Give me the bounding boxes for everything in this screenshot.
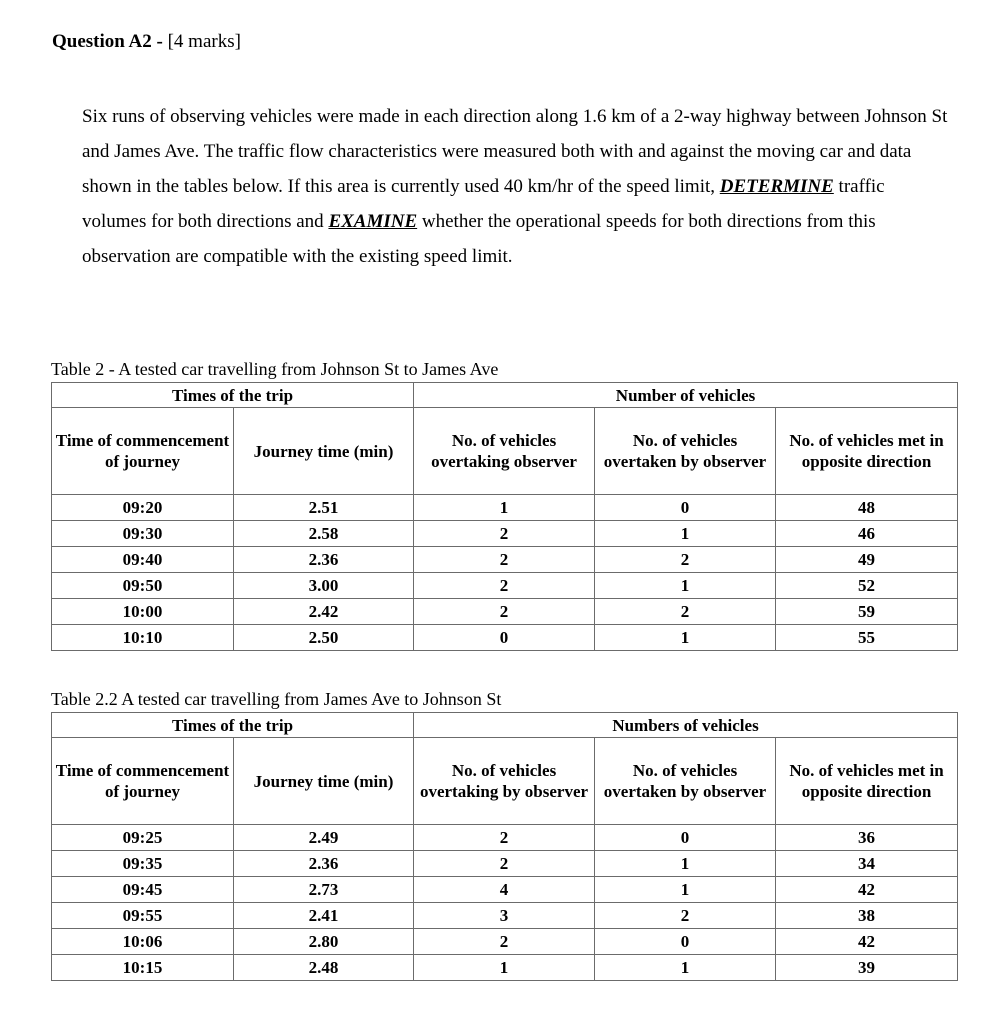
- cell-time: 09:50: [52, 573, 234, 599]
- cell-overtaken: 2: [595, 599, 776, 625]
- group-header-times: Times of the trip: [52, 383, 414, 408]
- table-group-header-row: [52, 713, 958, 738]
- cell-journey-time: 2.36: [234, 851, 414, 877]
- table-row: [52, 903, 958, 929]
- table-group-header-row: [52, 383, 958, 408]
- cell-overtaken: 1: [595, 625, 776, 651]
- column-header-overtaken: No. of vehicles overtaken by observer: [595, 408, 776, 495]
- group-header-vehicles: Numbers of vehicles: [414, 713, 958, 738]
- cell-journey-time: 2.36: [234, 547, 414, 573]
- question-label: Question A2 -: [52, 31, 163, 52]
- table-row: [52, 955, 958, 981]
- cell-opposite: 48: [776, 495, 958, 521]
- cell-journey-time: 3.00: [234, 573, 414, 599]
- column-header-time-commencement: Time of commencement of journey: [52, 738, 234, 825]
- cell-opposite: 52: [776, 573, 958, 599]
- cell-journey-time: 2.50: [234, 625, 414, 651]
- cell-overtaking: 2: [414, 573, 595, 599]
- cell-time: 09:45: [52, 877, 234, 903]
- cell-journey-time: 2.58: [234, 521, 414, 547]
- cell-time: 09:55: [52, 903, 234, 929]
- table-row: [52, 573, 958, 599]
- table-column-header-row: [52, 408, 958, 495]
- table-row: [52, 625, 958, 651]
- question-body: [82, 99, 952, 274]
- table-block-johnson-to-james: [51, 358, 957, 651]
- cell-journey-time: 2.41: [234, 903, 414, 929]
- cell-time: 09:35: [52, 851, 234, 877]
- cell-overtaken: 2: [595, 547, 776, 573]
- column-header-overtaking: No. of vehicles overtaking by observer: [414, 738, 595, 825]
- cell-journey-time: 2.49: [234, 825, 414, 851]
- table-row: [52, 851, 958, 877]
- cell-opposite: 42: [776, 929, 958, 955]
- question-body-part1: Six runs of observing vehicles were made in each direction along 1.6 km of a 2-way highway between Johnson St and James Ave. The traffic flow characteristics were measured both with and against the moving car and data shown in the tables below. If this area is currently used 40 km/hr of the speed limit,: [82, 106, 948, 197]
- cell-overtaken: 0: [595, 495, 776, 521]
- keyword-examine: EXAMINE: [328, 211, 418, 232]
- column-header-time-commencement: Time of commencement of journey: [52, 408, 234, 495]
- column-header-journey-time: Journey time (min): [234, 408, 414, 495]
- table-row: [52, 521, 958, 547]
- column-header-journey-time: Journey time (min): [234, 738, 414, 825]
- question-marks: [4 marks]: [167, 31, 241, 52]
- trip-data-table: [51, 712, 958, 981]
- page-title: [52, 30, 241, 54]
- cell-journey-time: 2.51: [234, 495, 414, 521]
- group-header-times: Times of the trip: [52, 713, 414, 738]
- table-row: [52, 599, 958, 625]
- table-column-header-row: [52, 738, 958, 825]
- column-header-opposite: No. of vehicles met in opposite direction: [776, 738, 958, 825]
- cell-opposite: 59: [776, 599, 958, 625]
- cell-overtaking: 2: [414, 929, 595, 955]
- cell-time: 10:10: [52, 625, 234, 651]
- cell-journey-time: 2.42: [234, 599, 414, 625]
- cell-overtaking: 2: [414, 547, 595, 573]
- cell-opposite: 39: [776, 955, 958, 981]
- question-body-part2: traffic volumes for both directions and: [82, 176, 885, 232]
- cell-overtaking: 2: [414, 825, 595, 851]
- cell-overtaken: 1: [595, 851, 776, 877]
- cell-opposite: 49: [776, 547, 958, 573]
- cell-overtaking: 1: [414, 495, 595, 521]
- cell-opposite: 55: [776, 625, 958, 651]
- cell-time: 09:40: [52, 547, 234, 573]
- table-caption: Table 2.2 A tested car travelling from James Ave to Johnson St: [51, 689, 502, 709]
- cell-overtaken: 0: [595, 929, 776, 955]
- cell-opposite: 42: [776, 877, 958, 903]
- trip-data-table: [51, 382, 958, 651]
- cell-overtaking: 3: [414, 903, 595, 929]
- cell-time: 09:20: [52, 495, 234, 521]
- cell-overtaking: 2: [414, 599, 595, 625]
- cell-overtaking: 1: [414, 955, 595, 981]
- cell-overtaken: 1: [595, 877, 776, 903]
- table-caption: Table 2 - A tested car travelling from Johnson St to James Ave: [51, 359, 499, 379]
- table-row: [52, 547, 958, 573]
- table-row: [52, 929, 958, 955]
- cell-overtaken: 2: [595, 903, 776, 929]
- column-header-overtaken: No. of vehicles overtaken by observer: [595, 738, 776, 825]
- group-header-vehicles: Number of vehicles: [414, 383, 958, 408]
- cell-opposite: 34: [776, 851, 958, 877]
- cell-opposite: 36: [776, 825, 958, 851]
- cell-overtaking: 2: [414, 521, 595, 547]
- cell-time: 10:06: [52, 929, 234, 955]
- cell-overtaking: 0: [414, 625, 595, 651]
- column-header-opposite: No. of vehicles met in opposite direction: [776, 408, 958, 495]
- cell-time: 09:25: [52, 825, 234, 851]
- cell-journey-time: 2.80: [234, 929, 414, 955]
- cell-overtaken: 1: [595, 521, 776, 547]
- column-header-overtaking: No. of vehicles overtaking observer: [414, 408, 595, 495]
- cell-time: 10:15: [52, 955, 234, 981]
- cell-journey-time: 2.48: [234, 955, 414, 981]
- table-row: [52, 495, 958, 521]
- cell-overtaking: 2: [414, 851, 595, 877]
- cell-journey-time: 2.73: [234, 877, 414, 903]
- table-row: [52, 877, 958, 903]
- question-body-part3: whether the operational speeds for both directions from this observation are compatible with the existing speed limit.: [82, 211, 876, 267]
- cell-overtaking: 4: [414, 877, 595, 903]
- cell-opposite: 46: [776, 521, 958, 547]
- cell-overtaken: 0: [595, 825, 776, 851]
- keyword-determine: DETERMINE: [719, 176, 834, 197]
- table-block-james-to-johnson: [51, 688, 957, 981]
- table-row: [52, 825, 958, 851]
- cell-overtaken: 1: [595, 955, 776, 981]
- cell-time: 10:00: [52, 599, 234, 625]
- cell-opposite: 38: [776, 903, 958, 929]
- cell-overtaken: 1: [595, 573, 776, 599]
- cell-time: 09:30: [52, 521, 234, 547]
